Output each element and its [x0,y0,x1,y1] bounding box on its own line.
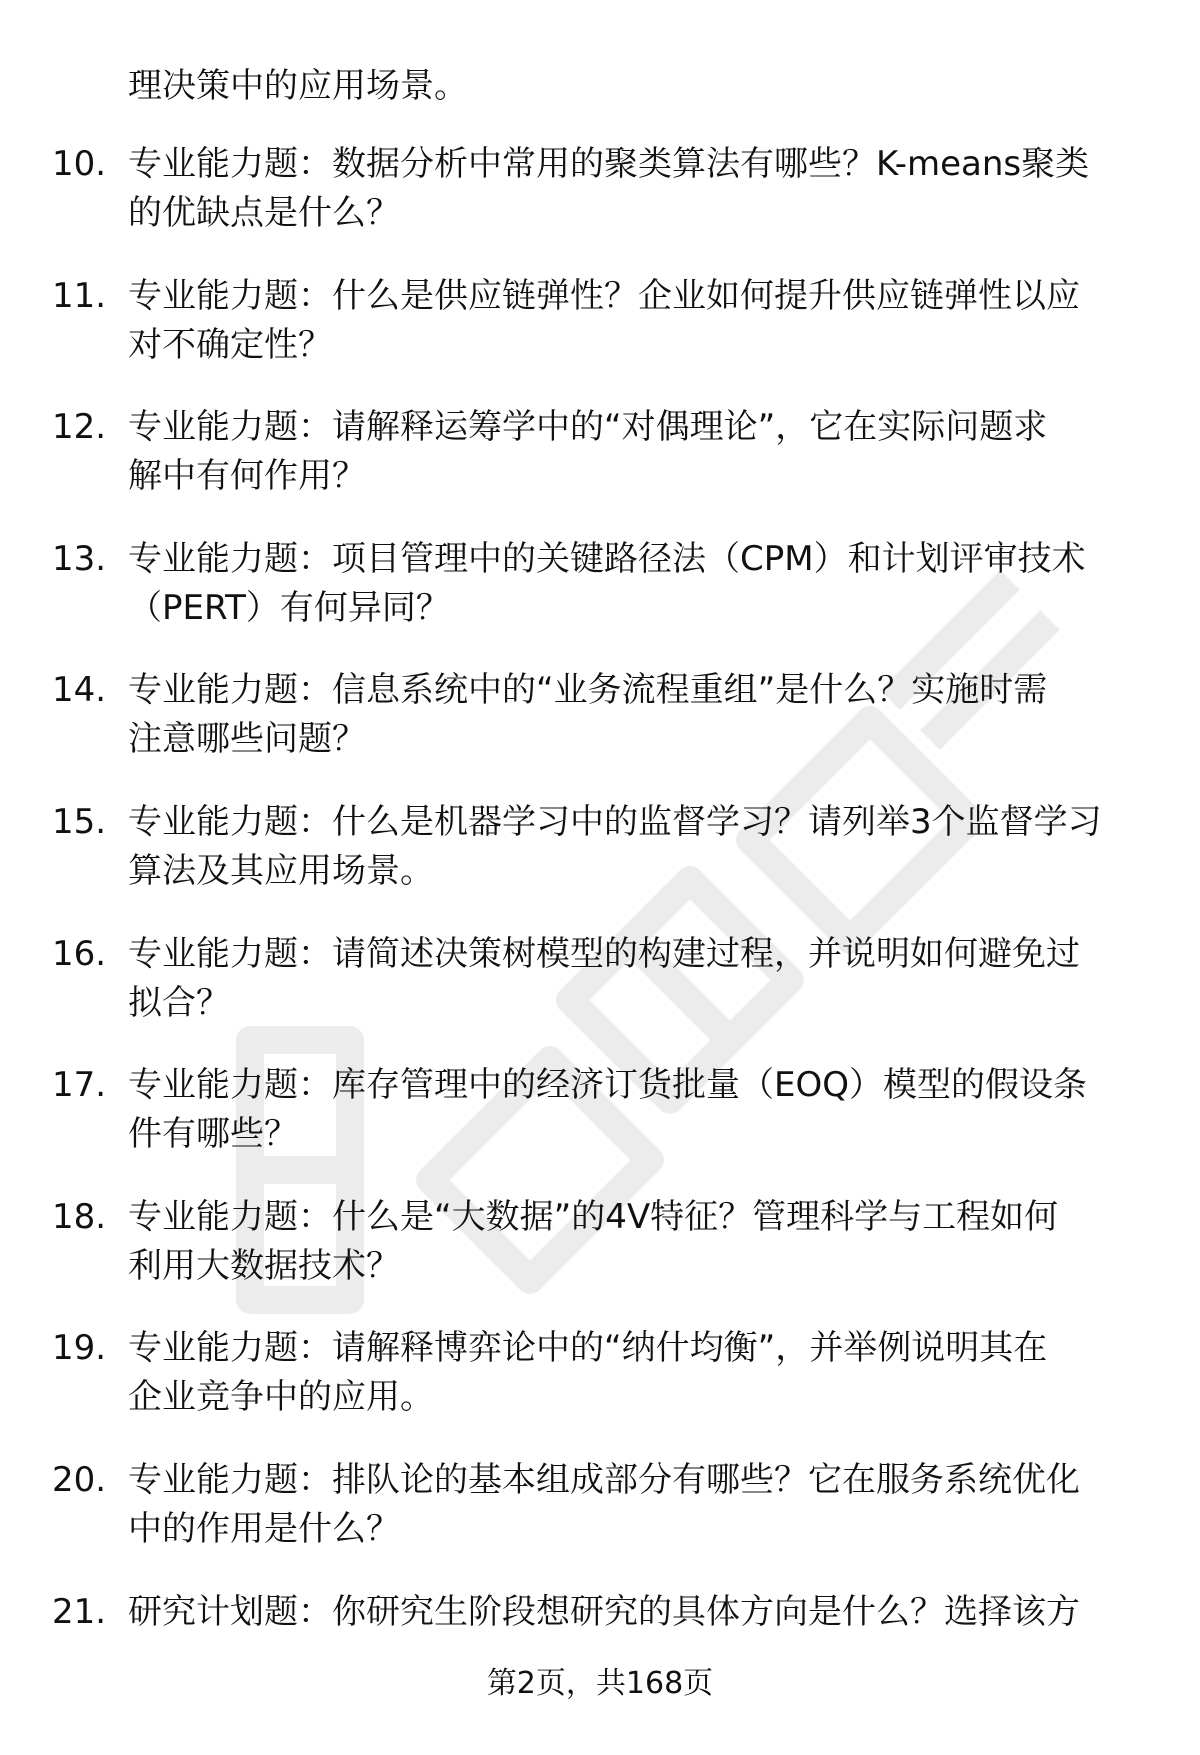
question-number: 13. [52,538,107,579]
question-text-line: 专业能力题：什么是供应链弹性？企业如何提升供应链弹性以应 [128,275,1080,316]
question-number: 18. [52,1196,107,1237]
question-text-line: 研究计划题：你研究生阶段想研究的具体方向是什么？选择该方 [128,1591,1080,1632]
question-item [0,1193,1200,1325]
question-item [0,403,1200,535]
question-item [0,1456,1200,1588]
question-item [0,930,1200,1062]
question-text-line: 专业能力题：项目管理中的关键路径法（CPM）和计划评审技术 [128,538,1086,579]
question-text [128,930,1168,1028]
question-text-line: 对不确定性？ [128,324,332,365]
question-number: 20. [52,1459,107,1500]
question-text-line: 专业能力题：什么是“大数据”的4V特征？管理科学与工程如何 [128,1196,1059,1237]
question-item [0,1324,1200,1456]
question-text [128,1193,1168,1291]
question-item [0,798,1200,930]
question-number: 11. [52,275,107,316]
question-text [128,403,1168,501]
question-text-line: 企业竞争中的应用。 [128,1377,434,1418]
continuation-text: 理决策中的应用场景。 [128,66,468,106]
question-text [128,1588,1168,1637]
question-item [0,140,1200,272]
question-text-line: 专业能力题：什么是机器学习中的监督学习？请列举3个监督学习 [128,801,1102,842]
question-list [0,140,1200,1719]
question-number: 17. [52,1065,107,1106]
question-text-line: 算法及其应用场景。 [128,850,434,891]
question-text-line: 专业能力题：数据分析中常用的聚类算法有哪些？K-means聚类 [128,144,1090,184]
page-number: 第2页，共168页 [486,1666,714,1701]
question-text-line: 的优缺点是什么？ [128,193,400,233]
question-text-line: 中的作用是什么？ [128,1508,400,1549]
question-item [0,272,1200,404]
question-text [128,1324,1168,1422]
question-text [128,272,1168,370]
question-text-line: 专业能力题：请解释运筹学中的“对偶理论”，它在实际问题求 [128,407,1048,448]
question-text [128,666,1168,764]
question-text [128,1061,1168,1159]
question-number: 15. [52,801,107,842]
question-number: 19. [52,1328,107,1369]
question-text-line: 专业能力题：请解释博弈论中的“纳什均衡”，并举例说明其在 [128,1328,1048,1369]
question-text [128,535,1168,633]
question-text-line: （PERT）有何异同？ [128,587,450,628]
question-number: 10. [52,144,107,184]
question-text [128,798,1168,896]
question-text-line: 专业能力题：信息系统中的“业务流程重组”是什么？实施时需 [128,670,1048,711]
question-number: 21. [52,1591,107,1632]
question-text [128,140,1168,238]
question-number: 14. [52,670,107,711]
question-number: 16. [52,933,107,974]
question-text-line: 件有哪些？ [128,1114,298,1155]
question-text-line: 注意哪些问题？ [128,719,366,760]
question-item [0,666,1200,798]
question-text-line: 拟合？ [128,982,230,1023]
question-text-line: 利用大数据技术？ [128,1245,400,1286]
question-item [0,1061,1200,1193]
question-item [0,535,1200,667]
question-text-line: 专业能力题：排队论的基本组成部分有哪些？它在服务系统优化 [128,1459,1080,1500]
question-text-line: 专业能力题：库存管理中的经济订货批量（EOQ）模型的假设条 [128,1065,1088,1106]
question-text-line: 解中有何作用？ [128,456,366,497]
question-text [128,1456,1168,1554]
question-number: 12. [52,407,107,448]
question-text-line: 专业能力题：请简述决策树模型的构建过程，并说明如何避免过 [128,933,1080,974]
